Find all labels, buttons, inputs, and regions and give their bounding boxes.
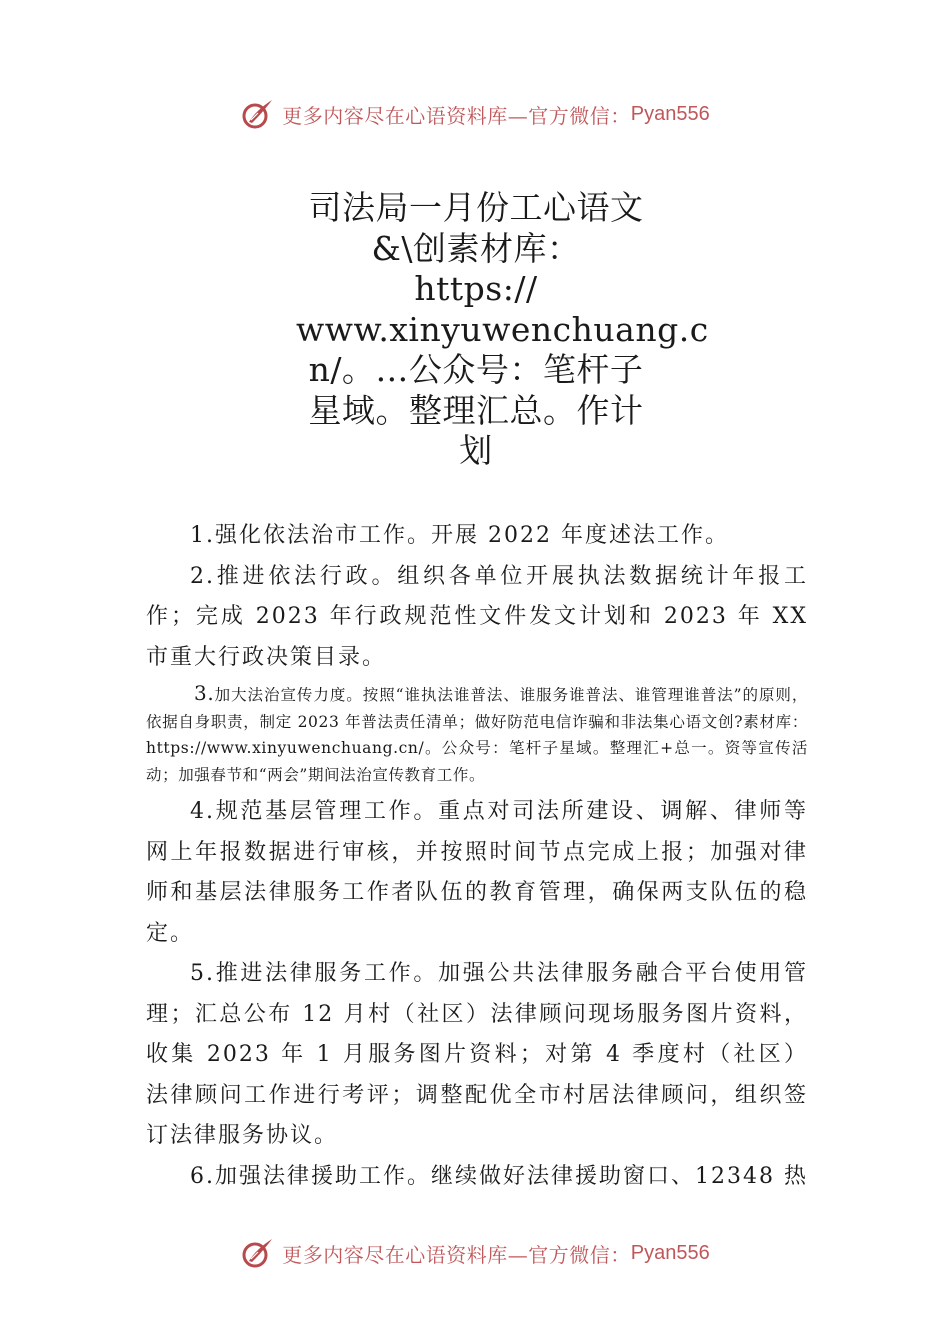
- paragraph-6: 6.加强法律援助工作。继续做好法律援助窗口、12348 热: [190, 1163, 808, 1189]
- banner-wechat-id: Pyan556: [630, 102, 710, 125]
- paragraph-3: [146, 680, 808, 788]
- footer-banner: [0, 1233, 950, 1273]
- title-line: &\创素材库：: [371, 228, 581, 268]
- title-line: n/。…公众号：笔杆子: [308, 350, 644, 389]
- title-line: www.xinyuwenchuang.c: [296, 309, 709, 349]
- title-line: 星域。整理汇总。作计: [308, 390, 644, 430]
- title-line: https://: [414, 269, 538, 308]
- banner-wechat-id: Pyan556: [630, 1241, 710, 1264]
- paragraph-1: 1.强化依法治市工作。开展 2022 年度述法工作。: [190, 523, 729, 548]
- paragraph-3-number: 3.: [194, 681, 215, 705]
- banner-text: 更多内容尽在心语资料库—官方微信：: [282, 103, 631, 128]
- document-title: [296, 188, 709, 472]
- title-line: 划: [459, 431, 493, 470]
- quill-logo-icon: [240, 96, 276, 132]
- banner-text: 更多内容尽在心语资料库—官方微信：: [282, 1242, 631, 1267]
- document-body: [146, 516, 808, 1197]
- title-line: 司法局一月份工心语文: [308, 188, 644, 227]
- paragraph-4: 4.规范基层管理工作。重点对司法所建设、调解、律师等网上年报数据进行审核，并按照时间节点完成上报；加强对律师和基层法律服务工作者队伍的教育管理，确保两支队伍的稳定。: [146, 799, 808, 946]
- paragraph-2: 2.推进依法行政。组织各单位开展执法数据统计年报工作；完成 2023 年行政规范性文件发文计划和 2023 年 XX 市重大行政决策目录。: [146, 563, 808, 670]
- header-banner: [0, 94, 950, 134]
- paragraph-5: 5.推进法律服务工作。加强公共法律服务融合平台使用管理；汇总公布 12 月村（社区）法律顾问现场服务图片资料，收集 2023 年 1 月服务图片资料；对第 4 季度村（社区） 法律顾问工作进行考评；调整配优全市村居法律顾问，组织签订法律服务协议。: [146, 961, 808, 1148]
- quill-logo-icon: [240, 1235, 276, 1271]
- paragraph-3-text: 加大法治宣传力度。按照“谁执法谁普法、谁服务谁普法、谁管理谁普法”的原则，依据自身职责，制定 2023 年普法责任清单；做好防范电信诈骗和非法集心语文创?素材库：https://www.xinyuwenchuang.cn/。公众号：笔杆子星域。整理汇+总一。资等宣传活动；加强春节和“两会”期间法治宣传教育工作。: [146, 686, 808, 784]
